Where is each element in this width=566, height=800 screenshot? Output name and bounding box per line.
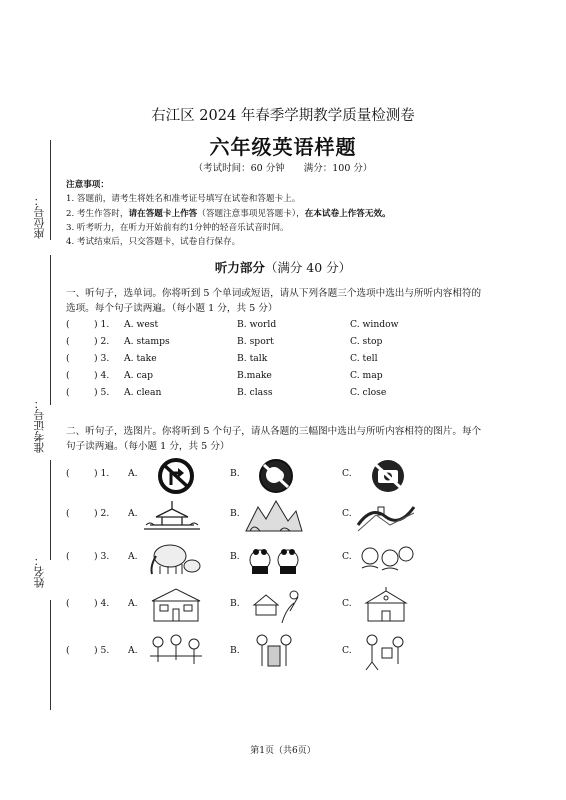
option-b: B.make	[237, 370, 272, 381]
option-c: C. map	[350, 370, 383, 381]
note-item: 4. 考试结束后，只交答题卡，试卷自行保存。	[66, 237, 241, 248]
picture-question-row: ( ) 4. A. B. C.	[66, 585, 506, 625]
option-b: B. class	[237, 387, 273, 398]
part1-intro: 一、听句子，选单词。你将听到 5 个单词或短语，请从下列各题三个选项中选出与所听内容相符的 选项。每个句子读两遍。（每小题 1 分，共 5 分）	[66, 288, 482, 314]
exam-title: 右江区 2024 年春季学期教学质量检测卷	[151, 108, 415, 124]
option-a: A. take	[124, 353, 157, 364]
question-row: ( ) 5. A. clean B. class C. close	[66, 387, 387, 398]
full-score: 满分：100 分）	[303, 163, 373, 174]
elephants-picture	[146, 538, 206, 578]
children-cleaning-picture	[246, 632, 306, 672]
exam-number-label: 准考证号：	[33, 398, 46, 453]
note-item: 3. 听考听力，在听力开始前有约1分钟的轻音乐试音时间。	[66, 222, 289, 233]
picture-question-row: ( ) 3. A. B. C.	[66, 538, 506, 578]
option-b: B. talk	[237, 353, 268, 364]
option-b: B. world	[237, 319, 277, 330]
section-title: 听力部分（满分 40 分）	[214, 260, 352, 275]
question-row: ( ) 1. A. west B. world C. window	[66, 319, 399, 330]
paper-title: 六年级英语样题	[209, 135, 357, 159]
option-a: A. cap	[124, 370, 153, 381]
picture-question-row: ( ) 5. A. B. C.	[66, 632, 506, 672]
exam-time: （考试时间：60 分钟	[193, 163, 285, 174]
pandas-picture	[246, 538, 306, 578]
option-a: A. west	[124, 319, 159, 330]
no-talking-sign-icon	[256, 457, 296, 495]
binding-line-lower	[50, 460, 51, 560]
picture-question-row: ( ) 2. A. B. C.	[66, 495, 506, 535]
option-c: C. tell	[350, 353, 378, 364]
option-a: A. stamps	[124, 336, 170, 347]
picture-question-row: ( ) 1. A. B. C.	[66, 455, 506, 495]
binding-line-mid	[50, 255, 51, 405]
part2-intro: 二、听句子，选图片。你将听到 5 个句子，请从各题的三幅图中选出与所听内容相符的图片。每个 句子读两遍。（每小题 1 分，共 5 分）	[66, 426, 482, 452]
option-c: C. window	[350, 319, 399, 330]
question-row: ( ) 2. A. stamps B. sport C. stop	[66, 336, 383, 347]
children-in-classroom-picture	[356, 632, 416, 672]
note-item: 2. 考生作答时，请在答题卡上作答（答题注意事项见答题卡），在本试卷上作答无效。	[66, 208, 391, 219]
house-picture	[146, 585, 206, 625]
name-label: 姓名：	[33, 555, 46, 588]
exam-meta	[0, 160, 566, 174]
notes	[66, 178, 536, 249]
no-photos-sign-icon	[368, 457, 408, 495]
option-a: A. clean	[124, 387, 162, 398]
binding-line-bottom	[50, 600, 51, 710]
question-row: ( ) 3. A. take B. talk C. tell	[66, 353, 378, 364]
no-right-turn-sign-icon	[156, 457, 196, 495]
mountain-scenery-picture	[244, 495, 304, 535]
option-c: C. close	[350, 387, 387, 398]
notes-heading: 注意事项：	[66, 180, 109, 190]
school-picture	[356, 585, 416, 625]
village-scene-picture	[246, 585, 306, 625]
monkeys-picture	[356, 538, 416, 578]
seat-number-label: 座位号：	[33, 195, 46, 239]
option-b: B. sport	[237, 336, 274, 347]
question-row: ( ) 4. A. cap B.make C. map	[66, 370, 383, 381]
option-c: C. stop	[350, 336, 383, 347]
palace-picture	[142, 495, 202, 535]
great-wall-picture	[356, 495, 416, 535]
children-playing-picture	[146, 632, 206, 672]
note-item: 1. 答题前，请考生将姓名和准考证号填写在试卷和答题卡上。	[66, 194, 301, 205]
page-number: 第1页（共6页）	[250, 746, 316, 756]
